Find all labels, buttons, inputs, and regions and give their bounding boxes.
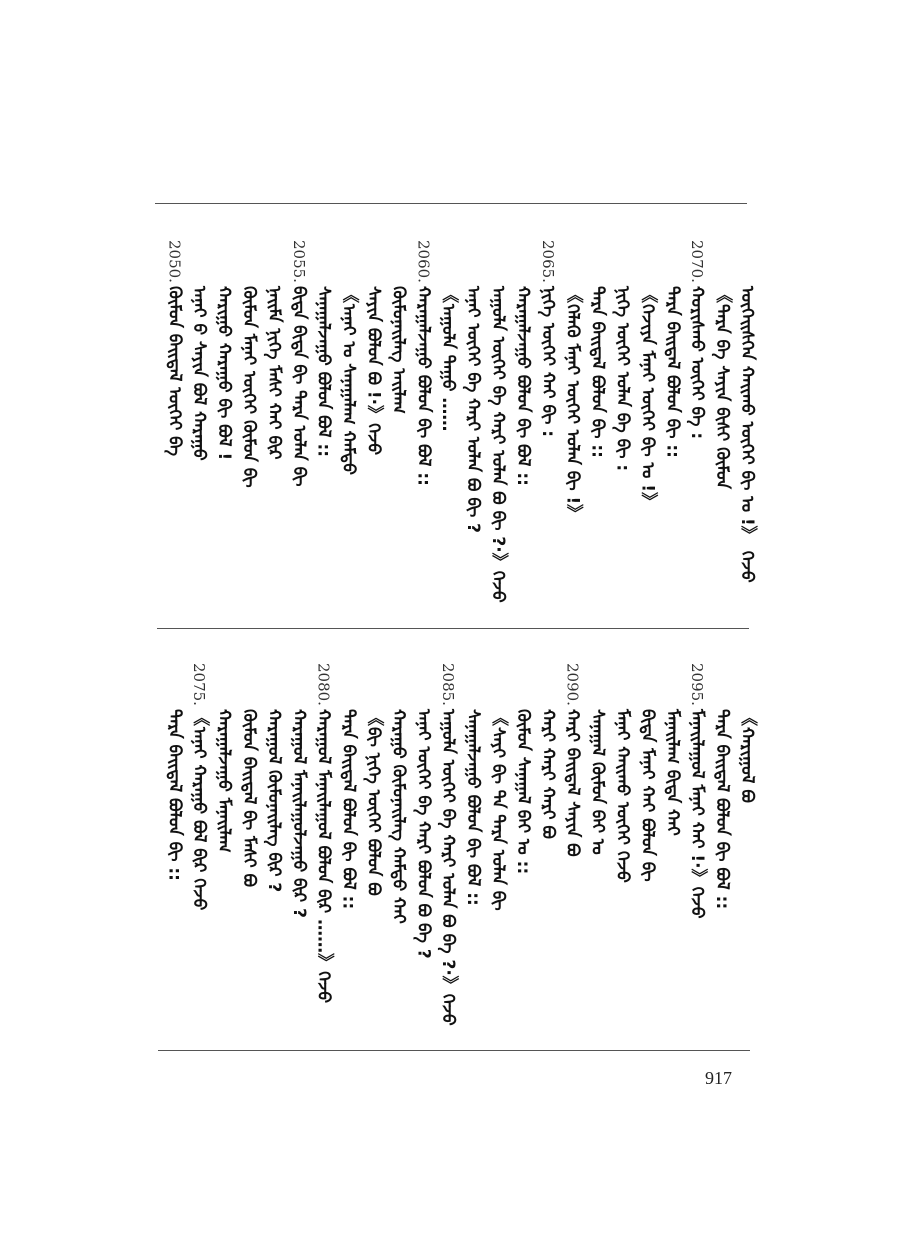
rule-bottom [158, 1050, 750, 1051]
verse-line: ᠬᠦᠮᠦᠨ ᠪᠠᠢᠳᠠᠯ ᠦᠭᠡᠢ ᠪᠠ [164, 286, 185, 457]
rule-top [155, 203, 747, 204]
verse-line: 《ᠰᠠᠶᠢ ᠪᠢ ᠲᠡ ᠲᠡᠷᠡ ᠣᠯᠠᠨ ᠪᠢ [488, 709, 508, 911]
verse-line: ᠠᠨᠠᠢ ᠪ ᠰᠠᠶᠢᠨ ᠪᠣᠯ ᠬᠠᠷᠠᠭᠤ [189, 286, 210, 461]
verse-line: ᠬᠦᠮᠦᠨ ᠮᠠᠨᠠᠢ ᠦᠭᠡᠢ ᠬᠦᠮᠦᠨ ᠪᠢ [239, 286, 259, 488]
verse-line: ᠲᠡᠷᠡ ᠪᠠᠢᠳᠠᠯ ᠪᠣᠯᠤᠨ ᠪᠢ :: [587, 286, 608, 458]
verse-line: 《ᠬᠠᠷᠢᠭᠤᠯ ᠪᠣ [737, 709, 757, 803]
verse-line: 《ᠬᠡᠵᠢᠶᠡ ᠮᠠᠨᠠᠢ ᠦᠭᠡᠢ ᠪᠢ ᠤ !》 [637, 286, 658, 511]
verse-line: ᠬᠠᠷᠠᠭᠠᠯᠵᠠᠭᠤ ᠪᠣᠯᠤᠨ ᠪᠢ ᠪᠣᠯ :: [512, 286, 533, 486]
verse-line: ᠬᠠᠷᠠᠭᠤ ᠬᠦᠮᠦᠨᠡᠢᠯᠡᠭ ᠬᠠᠮᠲᠤ ᠬᠠᠢ [388, 709, 409, 924]
verse-line: ᠬᠠᠷᠢ ᠬᠠᠷᠢ ᠬᠠᠷᠢ ᠪᠣ [537, 709, 558, 839]
verse-line: ᠬᠣᠷᠢᠰᠬᠣ ᠦᠭᠡᠢ ᠪᠠ : [687, 286, 708, 440]
verse-line: ᠬᠠᠷᠠᠭᠤᠯ ᠬᠦᠮᠦᠨᠡᠢᠯᠡᠭ ᠪᠢᠷ ? [263, 709, 284, 893]
verse-line: ᠬᠦᠮᠦᠨ ᠪᠠᠢᠳᠠᠯ ᠪᠢ ᠮᠠᠰᠢ ᠪᠣ [239, 709, 259, 888]
verse-line: 《ᠠᠨᠠᠢ ᠬᠠᠷᠠᠭᠤ ᠪᠣᠯ ᠪᠢᠷ ᠭᠡᠵᠦ [189, 709, 210, 911]
rule-middle [157, 628, 749, 629]
verse-line: ᠬᠠᠷᠢ ᠪᠠᠢᠳᠠᠯ ᠰᠠᠶᠢᠨ ᠪᠣ [562, 709, 583, 857]
verse-line: ᠮᠠᠨᠠᠢᠯᠠᠭ ᠪᠢᠳᠡ ᠬᠠᠢ [662, 709, 683, 836]
verse-line: ᠠᠭᠤᠯᠠ ᠦᠭᠡᠢ ᠪᠡ ᠬᠠᠷᠢ ᠣᠯᠠᠨ ᠪᠣ ᠪᠢ ?·》ᠭᠡᠵᠦ [488, 286, 508, 603]
verse-line: ᠨᠠᠢᠮᠠ ᠨᠢᠭᠡ ᠮᠠᠰᠢ ᠬᠠᠢ ᠪᠢᠷ [263, 286, 284, 460]
line-number: 2090. [563, 663, 582, 706]
verse-line: ᠠᠨᠠᠢ ᠦᠭᠡᠢ ᠪᠡ ᠬᠠᠷᠢ ᠪᠣᠯᠤᠨ ᠪᠣ ᠪᠠ ? [413, 709, 434, 959]
verse-section-upper [150, 240, 757, 603]
verse-section-lower [150, 663, 757, 1026]
verse-line: ᠰᠠᠨᠠᠭᠠᠯᠵᠠᠭᠤ ᠪᠣᠯᠤᠨ ᠪᠣᠯ :: [313, 286, 334, 458]
verse-line: 《ᠲᠡᠷᠡ ᠪᠡ ᠰᠠᠶᠢᠨ ᠪᠢᠰᠢ ᠬᠦᠮᠦᠨ [712, 286, 733, 489]
line-number: 2065. [538, 240, 557, 283]
verse-line: ᠨᠢᠭᠡ ᠦᠭᠡᠢ ᠬᠠᠢ ᠪᠢ : [537, 286, 558, 438]
verse-line: ᠲᠡᠷᠡ ᠪᠠᠢᠳᠠᠯ ᠪᠣᠯᠤᠨ ᠪᠢ ᠪᠣᠯ :: [338, 709, 359, 910]
verse-line: ᠪᠢᠳᠡ ᠮᠠᠨᠠᠢ ᠬᠠᠢ ᠪᠣᠯᠤᠨ ᠪᠢ [637, 709, 658, 882]
verse-line: ᠲᠡᠷᠡ ᠪᠠᠢᠳᠠᠯ ᠪᠣᠯᠤᠨ ᠪᠢ ᠪᠣᠯ :: [712, 709, 733, 910]
line-number: 2075. [190, 663, 209, 706]
verse-line: ᠬᠦᠮᠦᠨ ᠰᠠᠨᠠᠭᠠᠯ ᠪᠠᠢ ᠤ :: [512, 709, 533, 875]
verse-line: 《ᠠᠭᠤᠯᠠ ᠳᠠᠭᠤ …… [438, 286, 459, 432]
line-number: 2055. [289, 240, 308, 283]
verse-line: ᠠᠭᠤᠯᠠ ᠦᠭᠡᠢ ᠪᠡ ᠬᠠᠷᠢ ᠣᠯᠠᠨ ᠪᠣ ᠪᠠ ?·》ᠭᠡᠵᠦ [438, 709, 459, 1026]
verse-line: ᠬᠠᠷᠠᠭᠠᠯᠵᠠᠭᠤ ᠪᠣᠯᠤᠨ ᠪᠢ ᠪᠣᠯ :: [413, 286, 434, 486]
verse-line: ᠰᠠᠶᠢᠨ ᠪᠣᠯᠤᠨ ᠪᠣ !·》ᠭᠡᠵᠦ [363, 286, 384, 456]
page-number: 917 [705, 1068, 732, 1088]
line-number: 2080. [314, 663, 333, 706]
line-number: 2095. [688, 663, 707, 706]
verse-line: ᠪᠢᠳᠡ ᠪᠢᠳᠡ ᠪᠢ ᠲᠡᠷᠡ ᠣᠯᠠᠨ ᠪᠢ [288, 286, 309, 487]
verse-line: ᠬᠠᠷᠠᠭᠤᠯ ᠮᠠᠨᠠᠢᠯᠠᠭᠤᠯ ᠪᠣᠯᠤᠨ ᠪᠢᠷ ……》ᠭᠡᠵᠦ [313, 709, 334, 1004]
line-number: 2060. [414, 240, 433, 283]
verse-line: ᠬᠠᠷᠠᠭᠤᠯ ᠮᠠᠨᠠᠢᠯᠠᠭᠤᠯᠵᠠᠭᠤ ᠪᠢᠷ ? [288, 709, 309, 918]
line-number: 2070. [688, 240, 707, 283]
verse-line: ᠦᠭᠡᠢᠰᠬᠡᠨ ᠬᠠᠢᠬᠤ ᠦᠭᠡᠢ ᠪᠢ ᠤ !》 ᠭᠡᠵᠦ [737, 286, 757, 583]
verse-line: ᠠᠨᠠᠢ ᠦᠭᠡᠢ ᠪᠡ ᠬᠠᠷᠢ ᠣᠯᠠᠨ ᠪᠣ ᠪᠢ ? [463, 286, 484, 533]
verse-line: ᠮᠠᠨᠠᠢᠯᠠᠭᠤᠯ ᠮᠠᠨᠠᠢ ᠬᠠᠢ !·》ᠭᠡᠵᠦ [687, 709, 708, 919]
verse-line: 《ᠬᠡᠯᠡᠭᠦ ᠮᠠᠨᠠᠢ ᠦᠭᠡᠢ ᠣᠯᠠᠨ ᠪᠢ !》 [562, 286, 583, 523]
verse-line: 《ᠪᠢ ᠨᠢᠭᠡ ᠦᠭᠡᠢ ᠪᠣᠯᠤᠨ ᠪᠣ [363, 709, 384, 896]
verse-line: ᠰᠠᠨᠠᠭᠠᠯ ᠬᠦᠮᠦᠨ ᠪᠠᠢ ᠤ [587, 709, 608, 855]
verse-line: ᠮᠠᠨᠠᠢ ᠬᠠᠢᠬᠤ ᠦᠭᠡᠢ ᠭᠡᠵᠦ [612, 709, 633, 883]
verse-line: ᠬᠦᠮᠦᠨᠡᠢᠯᠡᠭ ᠠᠢᠯᠠᠭ [388, 286, 409, 414]
verse-line: ᠨᠢᠭᠡ ᠦᠭᠡᠢ ᠣᠯᠠᠨ ᠪᠠ ᠪᠢ : [612, 286, 633, 472]
verse-line: ᠬᠠᠷᠢᠭᠤ ᠬᠠᠷᠠᠭᠤ ᠪᠢ ᠪᠣᠯ ! [214, 286, 235, 461]
verse-line: ᠰᠠᠨᠠᠭᠠᠯᠵᠠᠭᠤ ᠪᠣᠯᠤᠨ ᠪᠢ ᠪᠣᠯ :: [463, 709, 484, 906]
verse-line: ᠬᠠᠷᠠᠭᠠᠯᠵᠠᠭᠤ ᠮᠠᠨᠠᠢᠯᠠᠭ [214, 709, 235, 853]
verse-line: ᠲᠡᠷᠡ ᠪᠠᠢᠳᠠᠯ ᠪᠣᠯᠤᠨ ᠪᠢ :: [164, 709, 185, 881]
line-number: 2085. [439, 663, 458, 706]
verse-line: 《ᠠᠨᠠᠢ ᠤ ᠰᠠᠨᠠᠭᠠᠯᠠᠭ ᠬᠠᠮᠲᠤ [338, 286, 359, 475]
line-number: 2050. [165, 240, 184, 283]
verse-line: ᠲᠡᠷᠡ ᠪᠠᠢᠳᠠᠯ ᠪᠣᠯᠤᠨ ᠪᠢ :: [662, 286, 683, 458]
